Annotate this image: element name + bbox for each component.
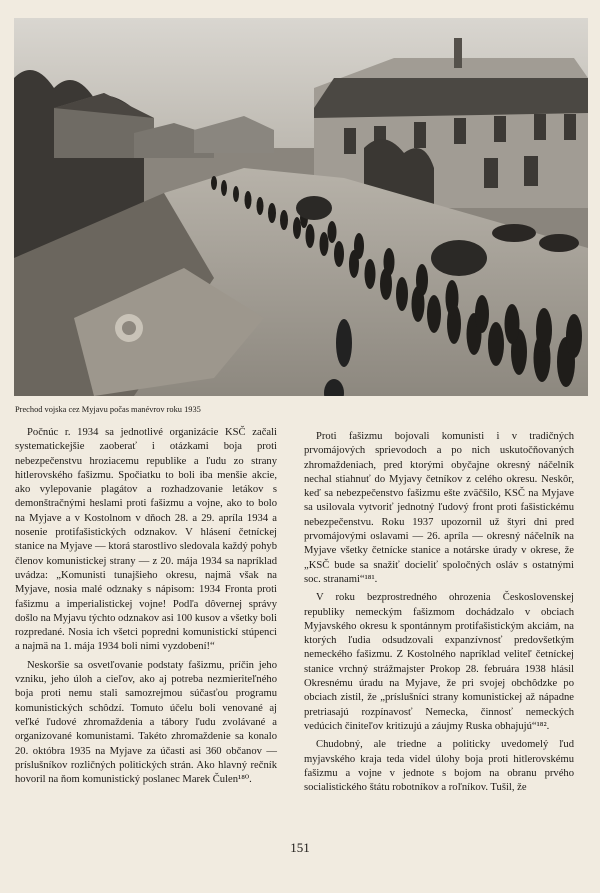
paragraph: Počnúc r. 1934 sa jednotlivé organizácie KSČ začali systematickejšie zaoberať i otázkami boja proti nebezpečenstvu hroziacemu republike a ľudu zo strany hitlerovského fašizmu. Spočiatku to boli iba menšie akcie, ako vylepovanie plagátov a rozhadzovanie letákov s demonštračnými heslami proti fašizmu a vojne, ako to bolo na Myjave a v Kostolnom v dňoch 28. a 29. apríla 1934 a nosenie protifašistických odznakov. V hlásení četníckej stanice na Myjave — ktorá starostlivo sledovala každý pohyb členov komunistickej strany — z 20. mája 1934 sa napríklad uvádza: „Komunisti tunajšieho okresu, najmä však na Myjave, nosia malé odznaky s nápisom: 1934 Fronta proti fašizmu a imperialistickej vojne! Podľa dôvernej správy došlo na Myjavu týchto odznakov asi 100 kusov a všetky boli rozpredané. Nosia ich všetci popredni komunistickí stúpenci a najmä na 1. mája 1934 boli nimi vyzdobení!“ (15, 427, 277, 653)
photo-caption: Prechod vojska cez Myjavu počas manévrov roku 1935 (15, 405, 201, 414)
paragraph: V roku bezprostredného ohrozenia Československej republiky nemeckým fašizmom dochádzalo v obciach Myjavského okresu k spontánnym protifašistickým akciám, na ktorých ľudia odsudzovali expanzívnosť predovšetkým nemeckého fašizmu. Z Kostolného napríklad veliteľ četníckej stanice vrchný strážmajster Prokop 28. februára 1938 hlásil Okresnému úradu na Myjave, že pri svojej obchôdzke po obciach zistil, že „príslušníci strany komunistickej až nápadne pretriasajú rozpínavosť Nemecka, činnosť nemeckých vedúcich činiteľov kritizujú a záujmy Ruska obhajujú“¹⁸². (304, 592, 574, 732)
photo-illustration (14, 18, 588, 396)
text-column-left (15, 426, 277, 791)
paragraph: Proti fašizmu bojovali komunisti i v tradičných prvomájových sprievodoch a po nich uskutočňovaných zhromaždeniach, pred ktorými obyčajne okresný náčelník nechal stiahnuť do Myjavy četníkov z celého okresu. Neskôr, keď sa nebezpečenstvo fašizmu ešte zväčšilo, KSČ na Myjave sa usilovala vytvoriť jednotný ľudový front proti fašistickému nebezpečenstvu. Roku 1937 upozornil už štyri dni pred prvomájovými oslavami — 26. apríla — okresný náčelník na Myjave všetky četnícke stanice a notárske úrady v okrese, že „KSČ bude sa snažiť docieliť spoločných osláv s ostatnými soc. stranami“¹⁸¹. (304, 431, 574, 585)
paragraph: Neskoršie sa osvetľovanie podstaty fašizmu, príčin jeho vzniku, jeho úloh a cieľov, ako aj potreba nezmieriteľného boja proti nemu stali samozrejmou súčasťou programu komunistických schôdzí. Tomuto účelu boli venované aj veľké ľudové zhromaždenia a tábory ľudu zvolávané a organizované komunistami. Takéto zhromaždenie sa konalo 20. októbra 1935 na Myjave za účasti asi 360 občanov — príslušníkov rozličných politických strán. Ako hlavný rečník hovoril na ňom komunistický poslanec Marek Čulen¹⁸⁰. (15, 659, 277, 786)
text-column-right (304, 430, 574, 799)
paragraph: Chudobný, ale triedne a politicky uvedomelý ľud myjavského kraja teda videl úlohy boja proti hitlerovskému fašizmu a vojne v jednote s bojom na obranu prvého socialistického štátu robotníkov a roľníkov. Tušil, že (304, 739, 574, 794)
historical-photo (14, 18, 588, 396)
page-number: 151 (290, 840, 310, 855)
